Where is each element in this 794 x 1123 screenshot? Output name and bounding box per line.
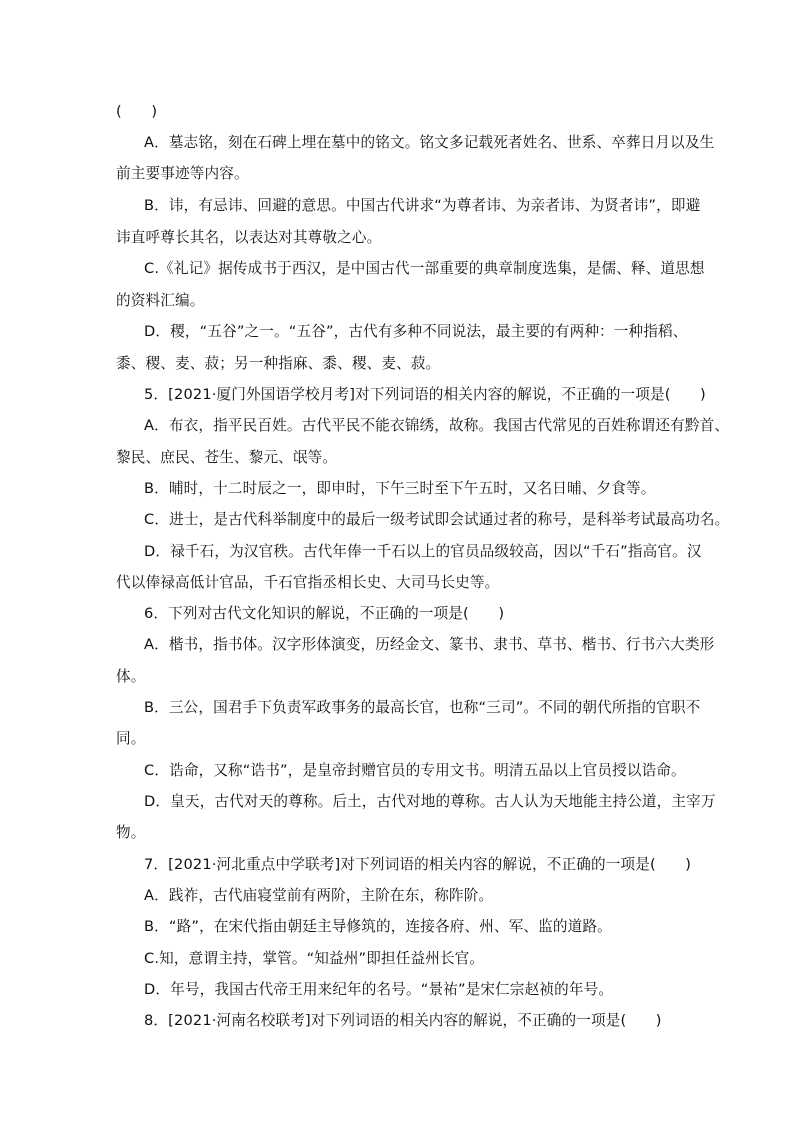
q5-option-a-line2: 黎民、庶民、苍生、黎元、氓等。: [116, 449, 338, 466]
q7-stem: 7．[2021·河北重点中学联考]对下列词语的相关内容的解说，不正确的一项是( ): [144, 856, 692, 873]
q4-option-c-line1: C.《礼记》据传成书于西汉，是中国古代一部重要的典章制度选集，是儒、释、道思想: [144, 260, 705, 277]
q5-option-d-line2: 代以俸禄高低计官品，千石官指丞相长史、大司马长史等。: [116, 574, 500, 591]
q8-stem: 8．[2021·河南名校联考]对下列词语的相关内容的解说，不正确的一项是( ): [144, 1012, 662, 1029]
q6-option-a-line1: A．楷书，指书体。汉字形体演变，历经金文、篆书、隶书、草书、楷书、行书六大类形: [144, 636, 715, 653]
q7-option-c: C.知，意谓主持，掌管。“知益州”即担任益州长官。: [144, 950, 485, 967]
q6-option-c: C．诰命，又称“诰书”，是皇帝封赠官员的专用文书。明清五品以上官员授以诰命。: [144, 762, 686, 779]
q6-option-d-line1: D．皇天，古代对天的尊称。后土，古代对地的尊称。古人认为天地能主持公道，主宰万: [144, 793, 716, 810]
q4-option-d-line1: D．稷，“五谷”之一。“五谷”，古代有多种不同说法，最主要的有两种：一种指稻、: [144, 323, 688, 340]
q4-option-a-line1: A．墓志铭，刻在石碑上埋在墓中的铭文。铭文多记载死者姓名、世系、卒葬日月以及生: [144, 134, 715, 151]
q6-option-d-line2: 物。: [116, 824, 146, 841]
q5-option-a-line1: A．布衣，指平民百姓。古代平民不能衣锦绣，故称。我国古代常见的百姓称谓还有黔首、: [144, 417, 730, 434]
q6-option-a-line2: 体。: [116, 668, 146, 685]
q5-option-c: C．进士，是古代科举制度中的最后一级考试即会试通过者的称号，是科举考试最高功名。: [144, 511, 730, 528]
q5-option-b: B．晡时，十二时辰之一，即申时，下午三时至下午五时，又名日晡、夕食等。: [144, 480, 656, 497]
answer-bracket: ( ): [116, 103, 158, 120]
q7-option-d: D．年号，我国古代帝王用来纪年的名号。“景祐”是宋仁宗赵祯的年号。: [144, 981, 614, 998]
q6-option-b-line1: B．三公，国君手下负责军政事务的最高长官，也称“三司”。不同的朝代所指的官职不: [144, 699, 701, 716]
q6-option-b-line2: 同。: [116, 730, 146, 747]
q7-option-b: B．“路”，在宋代指由朝廷主导修筑的，连接各府、州、军、监的道路。: [144, 918, 612, 935]
q5-option-d-line1: D．禄千石，为汉官秩。古代年俸一千石以上的官员品级较高，因以“千石”指高官。汉: [144, 543, 702, 560]
q4-option-c-line2: 的资料汇编。: [116, 292, 205, 309]
q5-stem: 5．[2021·厦门外国语学校月考]对下列词语的相关内容的解说，不正确的一项是( ): [144, 386, 706, 403]
q7-option-a: A．践祚，古代庙寝堂前有两阶，主阶在东，称阼阶。: [144, 887, 494, 904]
q4-option-a-line2: 前主要事迹等内容。: [116, 165, 249, 182]
q6-stem: 6．下列对古代文化知识的解说，不正确的一项是( ): [144, 605, 505, 622]
q4-option-b-line2: 讳直呼尊长其名，以表达对其尊敬之心。: [116, 229, 382, 246]
q4-option-d-line2: 黍、稷、麦、菽；另一种指麻、黍、稷、麦、菽。: [116, 355, 441, 372]
q4-option-b-line1: B．讳，有忌讳、回避的意思。中国古代讲求“为尊者讳、为亲者讳、为贤者讳”，即避: [144, 197, 701, 214]
